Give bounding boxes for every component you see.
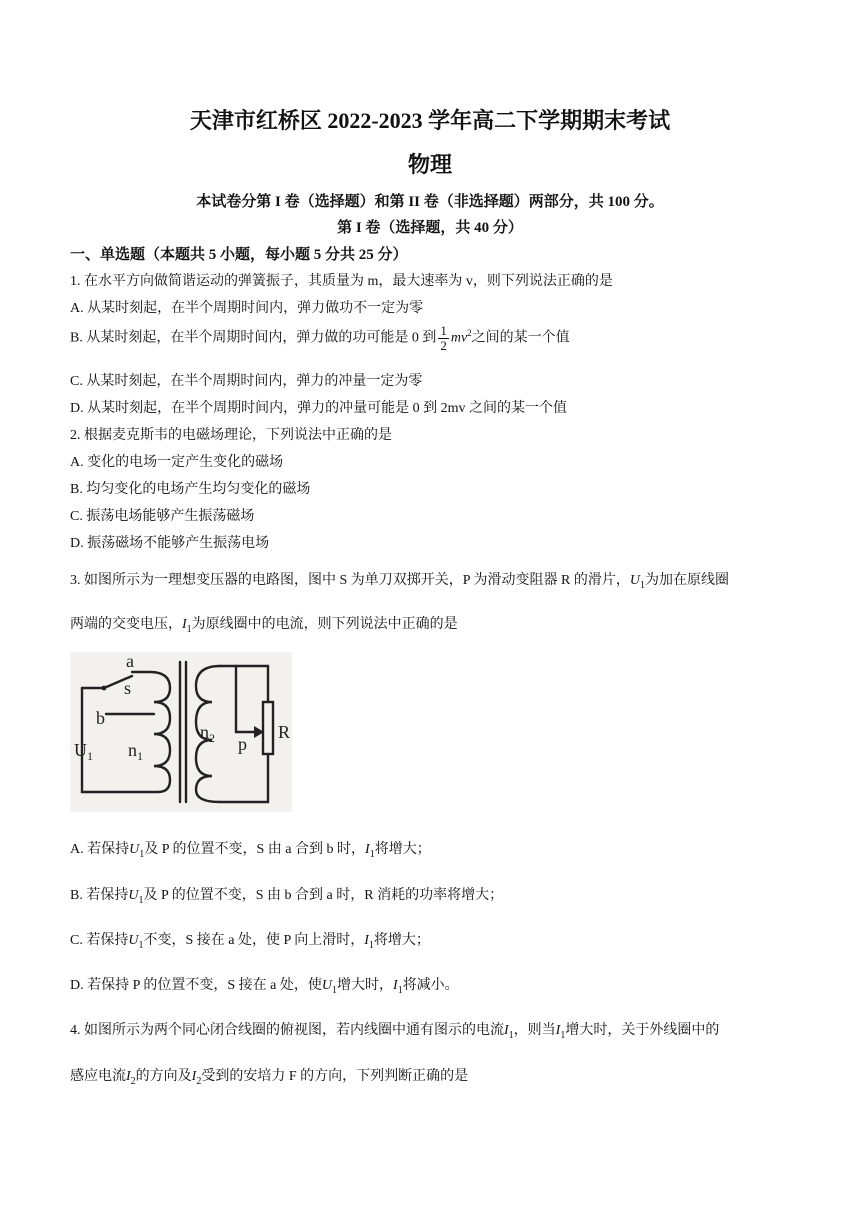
label-b: b xyxy=(96,708,105,728)
stem-text: 受到的安培力 F 的方向，下列判断正确的是 xyxy=(201,1069,469,1084)
question-2-stem: 2. 根据麦克斯韦的电磁场理论，下列说法中正确的是 xyxy=(70,428,392,443)
primary-coil xyxy=(132,672,170,792)
symbol-i: I xyxy=(365,842,370,857)
question-3-stem-line-1 xyxy=(70,569,729,591)
option-text: A. 若保持 xyxy=(70,842,130,857)
question-3-option-d xyxy=(70,974,459,996)
option-b-text-before: B. 从某时刻起，在半个周期时间内，弹力做的功可能是 0 到 xyxy=(70,330,437,346)
transformer-circuit-figure xyxy=(70,652,292,812)
symbol-i: I xyxy=(504,1023,509,1038)
label-a: a xyxy=(126,652,134,671)
subscript: 2 xyxy=(196,1075,202,1087)
option-text: 不变，S 接在 a 处，使 P 向上滑时， xyxy=(143,933,365,948)
switch-pivot xyxy=(102,686,107,691)
fraction-numerator: 1 xyxy=(440,323,447,338)
label-n: n xyxy=(200,722,209,742)
label-n: n xyxy=(128,740,137,760)
symbol-u: U xyxy=(129,842,140,857)
option-text: 将增大； xyxy=(374,842,431,857)
question-2-option-b: B. 均匀变化的电场产生均匀变化的磁场 xyxy=(70,482,311,497)
exam-title: 天津市红桥区 2022-2023 学年高二下学期期末考试 xyxy=(189,108,671,133)
part-one-heading: 第 I 卷（选择题，共 40 分） xyxy=(337,220,523,236)
stem-text: 两端的交变电压， xyxy=(70,617,182,632)
subscript: 1 xyxy=(139,848,145,860)
option-text: C. 若保持 xyxy=(70,933,129,948)
math-mv: mv xyxy=(450,330,468,346)
option-text: D. 若保持 P 的位置不变，S 接在 a 处，使 xyxy=(70,978,322,993)
question-2-option-a: A. 变化的电场一定产生变化的磁场 xyxy=(70,455,284,470)
label-u: U xyxy=(74,740,87,760)
option-text: 及 P 的位置不变，S 由 a 合到 b 时， xyxy=(144,842,366,857)
symbol-u: U xyxy=(128,888,139,903)
question-1-option-d: D. 从某时刻起，在半个周期时间内，弹力的冲量可能是 0 到 2mv 之间的某一个值 xyxy=(70,401,567,416)
label-s: s xyxy=(124,678,132,698)
question-1-stem: 1. 在水平方向做简谐运动的弹簧振子，其质量为 m，最大速率为 v，则下列说法正确的是 xyxy=(70,274,613,289)
question-3-option-c xyxy=(70,929,430,951)
circuit-diagram xyxy=(70,652,292,812)
secondary-bottom-wire xyxy=(220,754,268,802)
stem-text: 感应电流 xyxy=(70,1069,126,1084)
subject-title: 物理 xyxy=(407,152,452,177)
symbol-u: U xyxy=(321,978,333,993)
subscript: 1 xyxy=(560,1029,566,1041)
subscript: 1 xyxy=(508,1029,514,1041)
symbol-i: I xyxy=(555,1023,561,1038)
primary-wire xyxy=(82,688,158,792)
fraction-half xyxy=(438,324,449,353)
question-2-option-d: D. 振荡磁场不能够产生振荡电场 xyxy=(70,536,270,551)
label-n-sub: 1 xyxy=(137,749,143,763)
exam-intro: 本试卷分第 I 卷（选择题）和第 II 卷（非选择题）两部分，共 100 分。 xyxy=(196,194,664,210)
subscript: 1 xyxy=(138,939,144,951)
option-text: 及 P 的位置不变，S 由 b 合到 a 时，R 消耗的功率将增大； xyxy=(143,888,504,903)
question-2-option-c: C. 振荡电场能够产生振荡磁场 xyxy=(70,509,255,524)
section-one-heading: 一、单选题（本题共 5 小题，每小题 5 分共 25 分） xyxy=(70,247,408,263)
question-3-stem-line-2 xyxy=(70,613,458,635)
option-text: 增大时， xyxy=(337,978,394,993)
question-4-stem-line-1 xyxy=(70,1019,719,1041)
label-n-sub: 2 xyxy=(209,731,215,745)
label-u1 xyxy=(74,740,93,763)
symbol-u: U xyxy=(629,573,641,588)
option-text: B. 若保持 xyxy=(70,888,129,903)
label-u-sub: 1 xyxy=(87,749,93,763)
label-n2 xyxy=(200,722,215,745)
option-text: 将减小。 xyxy=(402,978,459,993)
label-p: p xyxy=(238,734,247,754)
subscript: 1 xyxy=(368,939,374,951)
fraction-denominator: 2 xyxy=(440,338,447,353)
slider-wire xyxy=(236,666,260,732)
option-b-text-after: 之间的某一个值 xyxy=(471,330,570,346)
subscript: 1 xyxy=(397,984,403,996)
stem-text: 增大时，关于外线圈中的 xyxy=(565,1023,720,1038)
stem-text: 4. 如图所示为两个同心闭合线圈的俯视图，若内线圈中通有图示的电流 xyxy=(70,1023,504,1038)
subscript: 2 xyxy=(130,1075,136,1087)
stem-text: ，则当 xyxy=(513,1023,556,1038)
subscript: 1 xyxy=(369,848,375,860)
symbol-i: I xyxy=(191,1069,197,1084)
option-text: 将增大； xyxy=(373,933,430,948)
stem-text: 为加在原线圈 xyxy=(645,573,730,588)
question-1-option-a: A. 从某时刻起，在半个周期时间内，弹力做功不一定为零 xyxy=(70,301,424,316)
secondary-top-wire xyxy=(220,666,268,702)
label-n1 xyxy=(128,740,143,763)
symbol-i: I xyxy=(182,617,187,632)
question-1-option-c: C. 从某时刻起，在半个周期时间内，弹力的冲量一定为零 xyxy=(70,374,423,389)
label-r: R xyxy=(278,722,291,742)
question-4-stem-line-2 xyxy=(70,1065,468,1087)
question-1-option-b xyxy=(70,324,570,353)
stem-text: 的方向及 xyxy=(135,1069,192,1084)
stem-text: 3. 如图所示为一理想变压器的电路图，图中 S 为单刀双掷开关，P 为滑动变阻器 R 的滑片， xyxy=(70,573,630,588)
symbol-i: I xyxy=(393,978,398,993)
subscript: 1 xyxy=(186,623,192,635)
subscript: 1 xyxy=(332,984,338,996)
rheostat-body xyxy=(263,702,273,754)
math-exponent: 2 xyxy=(467,328,472,339)
subscript: 1 xyxy=(138,894,144,906)
symbol-i: I xyxy=(126,1069,131,1084)
stem-text: 为原线圈中的电流，则下列说法中正确的是 xyxy=(191,617,458,632)
symbol-i: I xyxy=(364,933,369,948)
question-3-option-b xyxy=(70,884,503,906)
subscript: 1 xyxy=(640,579,646,591)
question-3-option-a xyxy=(70,838,431,860)
symbol-u: U xyxy=(128,933,139,948)
